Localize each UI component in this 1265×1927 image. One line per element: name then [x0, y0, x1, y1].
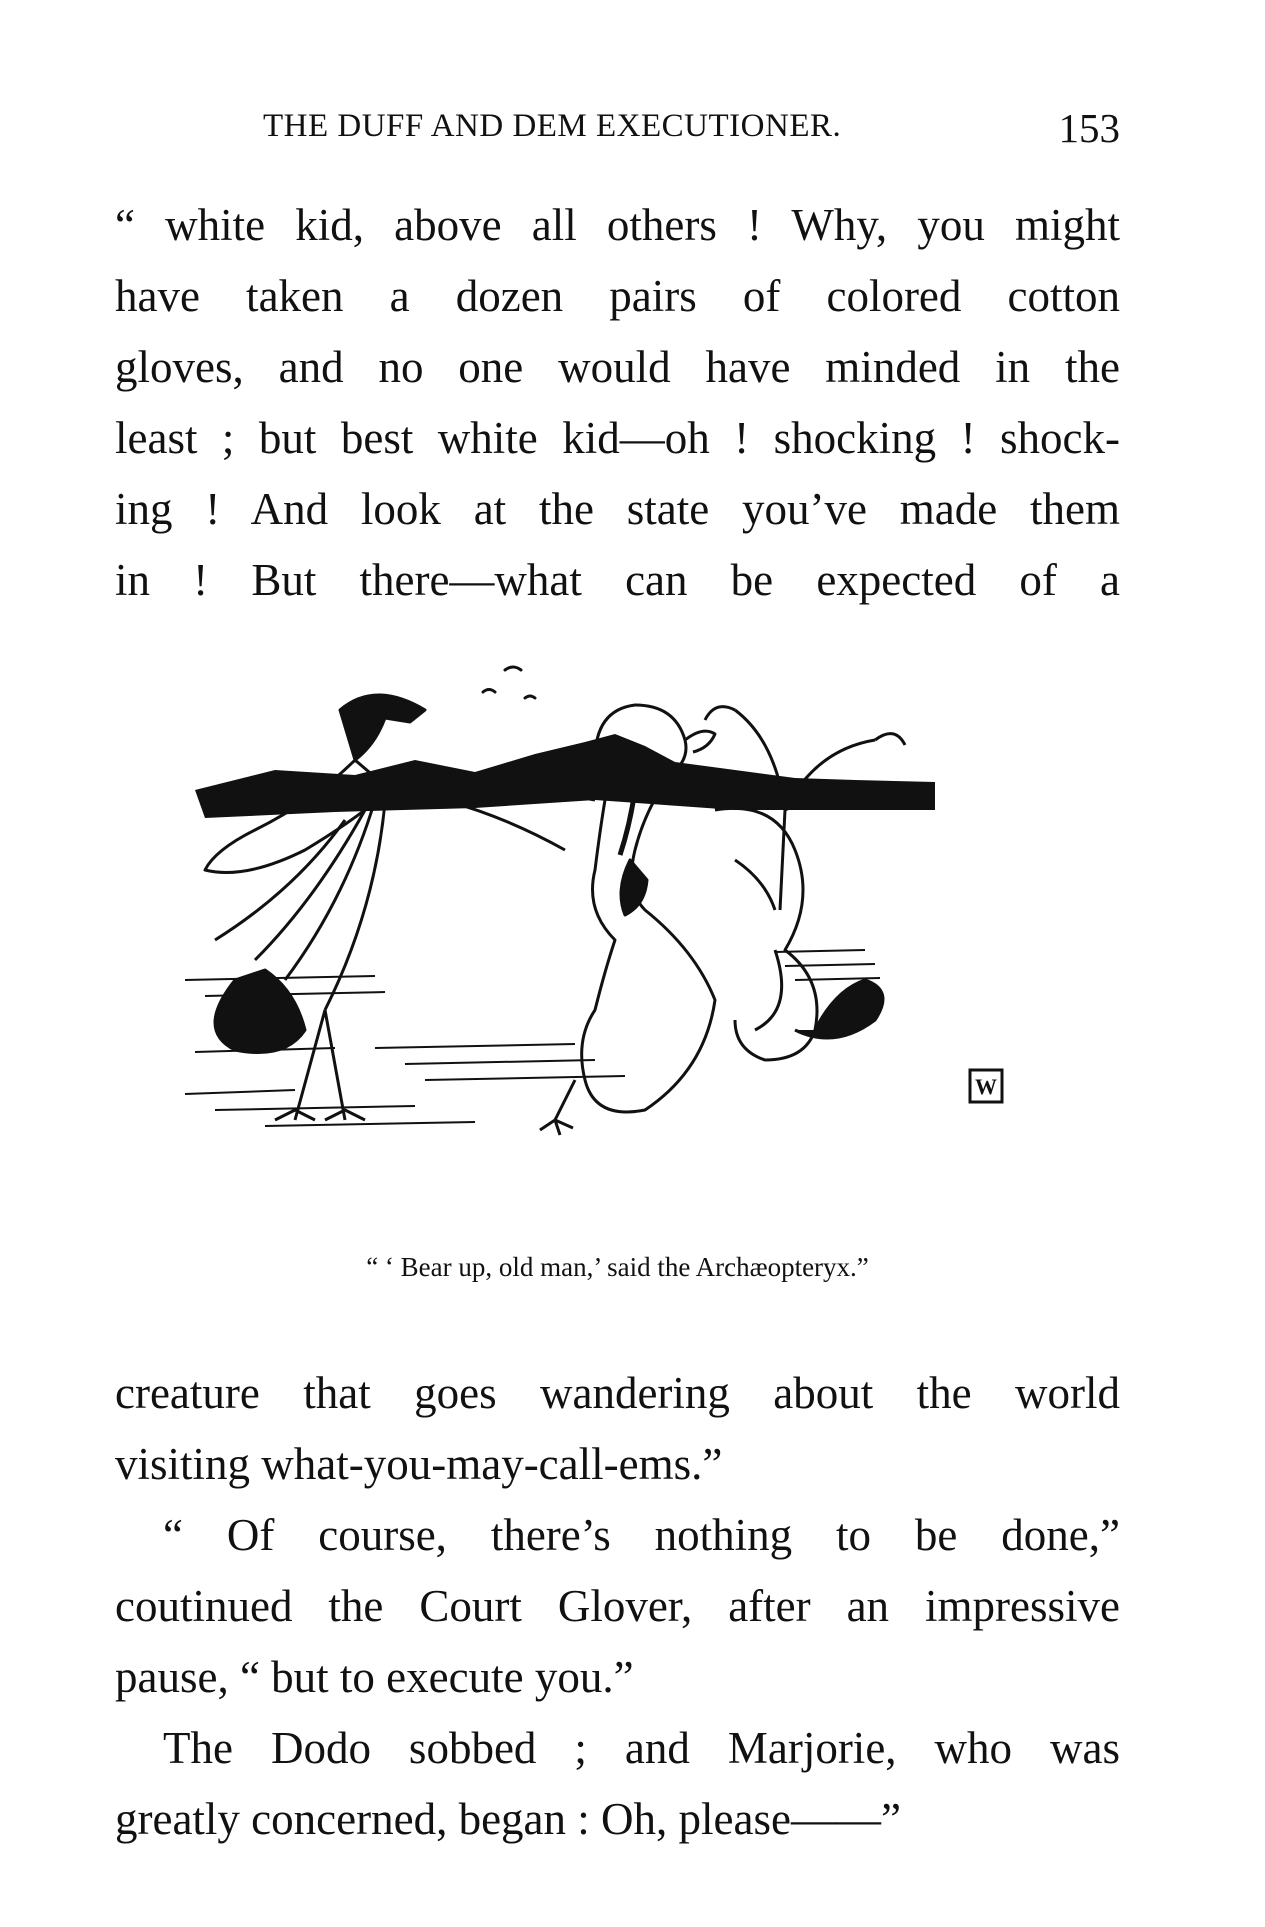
text-line: least ; but best white kid—oh ! shocking ! shock- [115, 413, 1120, 463]
page-number: 153 [1058, 105, 1120, 151]
mountain-silhouette [195, 734, 935, 818]
text-line: in ! But there—what can be expected of a [115, 555, 1120, 605]
body-text-top [115, 190, 1120, 616]
text-line: coutinued the Court Glover, after an impressive [115, 1581, 1120, 1631]
body-text-bottom [115, 1358, 1120, 1855]
running-head [115, 105, 1125, 158]
bear-figure [715, 808, 883, 1060]
running-title: THE DUFF AND DEM EXECUTIONER. [263, 108, 842, 144]
illustration [175, 650, 1075, 1250]
text-line: creature that goes wandering about the world [115, 1368, 1120, 1418]
text-line: The Dodo sobbed ; and Marjorie, who was [163, 1723, 1120, 1773]
text-line: “ white kid, above all others ! Why, you might [115, 200, 1120, 250]
text-line: have taken a dozen pairs of colored cotton [115, 271, 1120, 321]
text-line: “ Of course, there’s nothing to be done,” [163, 1510, 1120, 1560]
text-line: visiting what-you-may-call-ems.” [115, 1439, 723, 1489]
monogram-text: W [975, 1074, 997, 1099]
text-line: greatly concerned, began : Oh, please——” [115, 1794, 901, 1844]
birds-in-sky [483, 667, 535, 698]
illustration-caption: “ ‘ Bear up, old man,’ said the Archæopteryx.” [366, 1252, 869, 1282]
text-line: pause, “ but to execute you.” [115, 1652, 634, 1702]
text-line: ing ! And look at the state you’ve made them [115, 484, 1120, 534]
text-line: gloves, and no one would have minded in the [115, 342, 1120, 392]
artist-monogram [970, 1070, 1002, 1102]
